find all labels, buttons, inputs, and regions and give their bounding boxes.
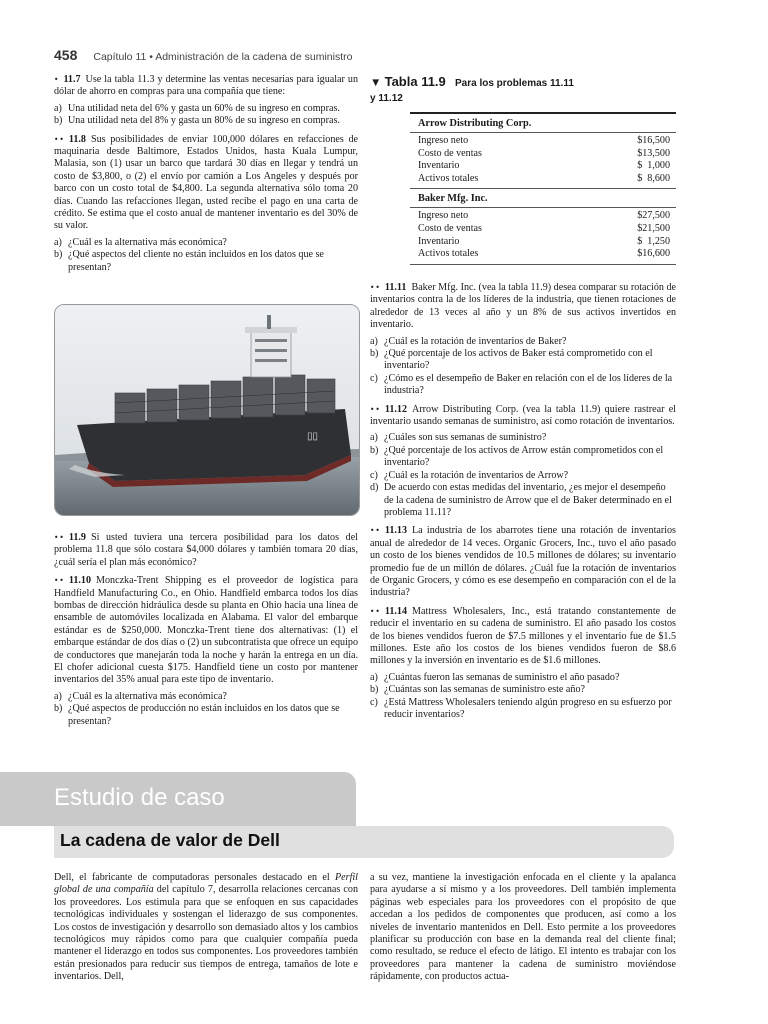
subitem-text: ¿Cuál es la alternativa más económica? xyxy=(68,690,227,702)
hull-marking: ▯▯ xyxy=(307,431,319,442)
case-left-italic: Perfil global de una compañía xyxy=(54,872,358,896)
problem-subitem xyxy=(54,691,358,703)
table-row-label: Ingreso neto xyxy=(418,210,469,222)
problem-subitem xyxy=(54,103,358,115)
subitem-letter: a) xyxy=(54,690,62,702)
difficulty-bullets: •• xyxy=(54,134,65,144)
table-row xyxy=(410,148,676,161)
problem-subitem xyxy=(370,445,676,470)
page-header xyxy=(54,47,714,67)
table-row-label: Costo de ventas xyxy=(418,222,482,234)
problem-text: Use la tabla 11.3 y determine las ventas necesarias para igualar un dólar de ahorro en compras para una compañía que tiene: xyxy=(54,74,358,98)
table-row-label: Ingreso neto xyxy=(418,135,469,146)
problem-subitem xyxy=(54,249,358,274)
problem-number: 11.12 xyxy=(384,403,408,415)
problem-number: 11.9 xyxy=(68,532,86,543)
problem xyxy=(370,404,676,520)
table-label: Tabla 11.9 xyxy=(384,74,446,89)
subitem-letter: b) xyxy=(370,348,379,360)
problem-statement xyxy=(54,575,358,687)
table-row-value: $16,500 xyxy=(637,135,670,146)
subitem-text: ¿Qué aspectos del cliente no están incluidos en los datos que se presentan? xyxy=(68,249,324,273)
table-section-rows xyxy=(410,208,676,264)
subitem-letter: b) xyxy=(54,249,63,261)
table-section-name: Baker Mfg. Inc. xyxy=(410,189,676,208)
case-left-part2: del capítulo 7, desarrolla relaciones cercanas con los proveedores. Los estimula para que se enfoquen en sus capacidades tecnológicas individuales y sostengan el liderazgo de sus componentes. Los costos de investigación y desarrollo son demasiado altos y los cambios tecnológicos muy rápidos como para que cualquier compañía pueda mantener el liderazgo en todos sus componentes. Los proveedores también están presionados para reducir sus tiempos de entrega, tamaños de lote e inventarios. Dell, xyxy=(54,884,359,983)
problem xyxy=(370,606,676,722)
problem-statement xyxy=(54,134,358,233)
problem-text: La industria de los abarrotes tiene una rotación de inventarios anual de alrededor de 14 veces. Organic Grocers, Inc., tuvo el año pasado un costo de los bienes vendidos de 10.5 millones de dólares; su inventario promedio fue de un millón de dólares. ¿Cuál fue la rotación de inventarios de Organic Grocers, y cómo es ese desempeño en comparación con el de la industria? xyxy=(370,525,676,599)
problem-number: 11.8 xyxy=(68,133,86,145)
problem-number: 11.14 xyxy=(384,605,408,617)
problem-subitem xyxy=(370,348,676,373)
problem-subitem xyxy=(370,336,676,348)
subitem-letter: a) xyxy=(370,671,378,683)
problem-statement xyxy=(370,404,676,429)
table-section-rows xyxy=(410,133,676,189)
table-section-name: Arrow Distributing Corp. xyxy=(410,114,676,133)
table-row-value: $ 8,600 xyxy=(637,172,670,184)
table-row xyxy=(410,248,676,261)
subitem-text: ¿Cuál es la rotación de inventarios de Baker? xyxy=(384,335,567,347)
problem xyxy=(54,134,358,274)
problem-statement xyxy=(370,282,676,332)
table-row-label: Activos totales xyxy=(418,172,479,184)
problem-text: Sus posibilidades de enviar 100,000 dólares en refacciones de maquinaria desde Baltimore, Estados Unidos, hasta Kuala Lumpur, Malasia, son (1) usar un barco que tardará 30 días en llegar y tendrá un costo de $3,800, o (2) el envío por camión a Los Angeles y después por barco con un costo total de $4,800. La segunda alternativa sólo toma 20 días. Cuando las refacciones llegan, usted recibe el pago en una carta de crédito. Se estima que el costo anual de mantener inventario es del 30% de su valor. xyxy=(54,133,358,232)
table-caption-1: Para los problemas 11.11 xyxy=(454,78,574,89)
problem xyxy=(54,575,358,728)
problem-subitem xyxy=(370,470,676,482)
subitem-text: ¿Cuántas son las semanas de suministro este año? xyxy=(384,684,585,696)
subitem-letter: d) xyxy=(370,482,379,494)
case-title: La cadena de valor de Dell xyxy=(60,830,280,850)
case-left-part1: Dell, el fabricante de computadoras personales destacado en el xyxy=(54,872,335,883)
table-row-value: $ 1,000 xyxy=(637,160,670,172)
container-ship-photo xyxy=(54,304,360,516)
subitem-letter: a) xyxy=(54,236,62,248)
case-text-left xyxy=(54,872,358,984)
problem-text: Baker Mfg. Inc. (vea la tabla 11.9) desea comparar su rotación de inventarios contra la de los líderes de la industria, que tienen rotaciones de alrededor de 13 veces al año y un 8% de sus activos invertidos en inventario. xyxy=(370,282,676,331)
table-row-value: $16,600 xyxy=(637,248,670,260)
subitem-letter: a) xyxy=(370,432,378,444)
page-number: 458 xyxy=(54,47,78,63)
difficulty-bullets: •• xyxy=(370,526,381,536)
subitem-text: ¿Qué porcentaje de los activos de Arrow están comprometidos con el inventario? xyxy=(384,444,664,469)
problem-subitem xyxy=(370,697,676,722)
problem-statement xyxy=(54,74,358,99)
case-study-heading: Estudio de caso xyxy=(54,784,225,811)
problem xyxy=(370,282,676,398)
subitem-text: ¿Cuáles son sus semanas de suministro? xyxy=(384,432,547,444)
problem-text: Mattress Wholesalers, Inc., está tratando constantemente de reducir el inventario en su cadena de suministro. El año pasado los costos de los bienes vendidos fueron de $7.5 millones y el inventario fue de $1.5 millones. Este año los costos de los bienes vendidos fueron de $8.6 millones y la inversión en inventario es de $1.6 millones. xyxy=(370,605,676,667)
table-caption-2: y 11.12 xyxy=(370,93,403,104)
subitem-text: Una utilidad neta del 8% y gasta un 80% de su ingreso en compras. xyxy=(68,115,340,127)
table-row-label: Costo de ventas xyxy=(418,147,482,159)
subitem-text: ¿Qué aspectos de producción no están incluidos en los datos que se presentan? xyxy=(68,703,340,727)
table-row xyxy=(410,210,676,223)
subitem-text: ¿Está Mattress Wholesalers teniendo algún progreso en su esfuerzo por reducir inventarios? xyxy=(384,696,672,720)
subitem-letter: c) xyxy=(370,696,378,708)
problem xyxy=(370,525,676,599)
subitem-text: ¿Qué porcentaje de los activos de Baker está comprometido con el inventario? xyxy=(384,348,653,372)
problem-subitem xyxy=(370,432,676,444)
subitem-letter: a) xyxy=(370,335,378,347)
subitem-letter: c) xyxy=(370,469,378,481)
case-text-right: a su vez, mantiene la investigación enfocada en el cliente y la apalanca para ayudarse a sí mismo y a los proveedores. Dell también implementa páginas web especiales para los proveedores con el propósito de que accedan a los pedidos de componentes que producen, así como a los niveles de inventario mantenidos en Dell. Esto permite a los proveedores planificar su producción con base en la demanda real del cliente final; como resultado, se reduce el efecto de látigo. El intento es trabajar con los proveedores para mantener la cadena de suministro moviéndose rápidamente, con productos actua- xyxy=(370,872,676,983)
problem-subitem xyxy=(370,482,676,519)
problem-text: Si usted tuviera una tercera posibilidad para los datos del problema 11.8 que sólo costara $4,000 dólares y también tomara 20 días, ¿cuál sería el plan más económico? xyxy=(54,532,358,568)
difficulty-bullets: •• xyxy=(370,606,381,616)
problem-number: 11.11 xyxy=(384,282,407,293)
problems-right-column xyxy=(370,282,676,727)
table-title xyxy=(370,74,676,106)
ship-illustration xyxy=(55,305,360,516)
table-row xyxy=(410,160,676,173)
subitem-letter: b) xyxy=(370,444,379,456)
problem-subitem xyxy=(370,684,676,696)
subitem-text: ¿Cuál es la alternativa más económica? xyxy=(68,236,227,248)
subitem-letter: a) xyxy=(54,102,62,114)
table-row-value: $27,500 xyxy=(637,210,670,222)
table-marker-icon: ▼ xyxy=(370,77,382,89)
subitem-text: De acuerdo con estas medidas del inventario, ¿es mejor el desempeño de la cadena de suministro de Arrow que el de Baker determinado en el problema 11.11? xyxy=(384,482,672,518)
table-row-label: Activos totales xyxy=(418,248,479,260)
problem-text: Monczka-Trent Shipping es el proveedor de logística para Handfield Manufacturing Co., en Ohio. Handfield embarca todos los días bombas de dirección hidráulica desde su planta en Ohio hacia una línea de ensamble de automóviles localizada en Alabama. El valor del embarque estándar es de $250,000. Monczka-Trent tiene dos alternativas: (1) el embarque estándar de dos días o (2) un subcontratista que ofrece un equipo de conductores que manejarán toda la noche y harán la entrega en un día. El chofer adicional cuesta $175. Handfield tiene un costo por mantener inventarios del 35% anual para este tipo de inventario. xyxy=(54,575,358,686)
subitem-text: ¿Cómo es el desempeño de Baker en relación con el de los líderes de la industria? xyxy=(384,372,673,397)
difficulty-bullets: • xyxy=(54,75,60,84)
subitem-text: Una utilidad neta del 6% y gasta un 60% de su ingreso en compras. xyxy=(68,102,340,114)
running-head: Capítulo 11 • Administración de la cadena de suministro xyxy=(93,51,353,63)
problems-left-bottom xyxy=(54,532,358,734)
table-11-9 xyxy=(370,74,676,265)
problems-left-column xyxy=(54,74,358,280)
subitem-letter: b) xyxy=(54,115,63,127)
problem-text: Arrow Distributing Corp. (vea la tabla 11.9) quiere rastrear el inventario usando semanas de suministro, así como rotación de inventarios. xyxy=(370,403,676,428)
table-row-label: Inventario xyxy=(418,235,460,247)
subitem-letter: c) xyxy=(370,372,378,384)
difficulty-bullets: •• xyxy=(54,576,65,586)
difficulty-bullets: •• xyxy=(370,283,381,292)
subitem-text: ¿Cuál es la rotación de inventarios de Arrow? xyxy=(384,469,569,481)
difficulty-bullets: •• xyxy=(54,533,65,542)
subitem-text: ¿Cuántas fueron las semanas de suministro el año pasado? xyxy=(384,671,620,683)
problem-subitem xyxy=(54,703,358,728)
problem-number: 11.13 xyxy=(384,525,408,537)
problem-subitem xyxy=(370,672,676,684)
problem xyxy=(54,74,358,128)
problem-subitem xyxy=(370,373,676,398)
table-row-label: Inventario xyxy=(418,160,460,172)
table-row xyxy=(410,173,676,186)
problem-statement xyxy=(370,606,676,668)
subitem-letter: b) xyxy=(54,703,63,715)
problem-number: 11.10 xyxy=(68,575,92,587)
problem xyxy=(54,532,358,569)
difficulty-bullets: •• xyxy=(370,404,381,414)
table-body xyxy=(410,112,676,265)
table-row xyxy=(410,236,676,249)
problem-number: 11.7 xyxy=(63,74,81,85)
table-row-value: $13,500 xyxy=(637,147,670,159)
problem-subitem xyxy=(54,237,358,249)
table-row-value: $21,500 xyxy=(637,222,670,234)
problem-statement xyxy=(54,532,358,569)
subitem-letter: b) xyxy=(370,684,379,696)
table-row xyxy=(410,223,676,236)
table-row xyxy=(410,135,676,148)
table-row-value: $ 1,250 xyxy=(637,235,670,247)
problem-subitem xyxy=(54,115,358,127)
problem-statement xyxy=(370,525,676,599)
